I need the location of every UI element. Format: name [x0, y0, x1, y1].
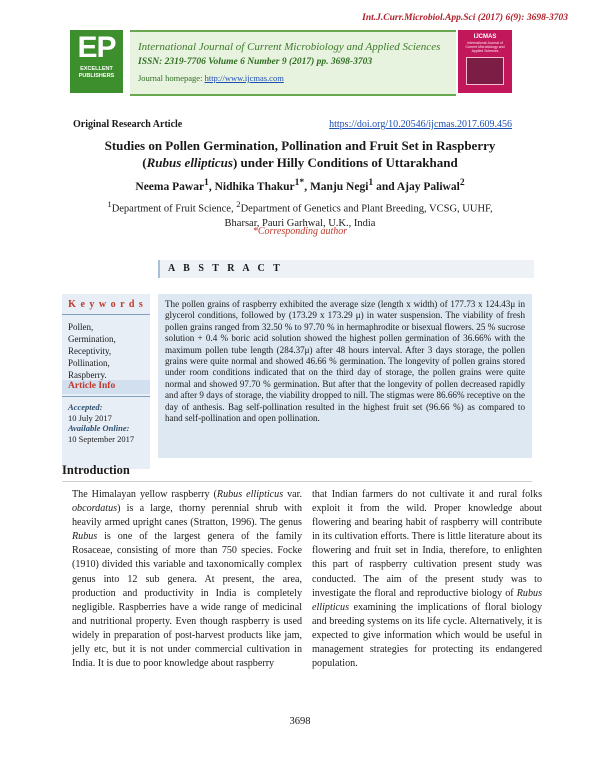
title-line-2-rest: ) under Hilly Conditions of Uttarakhand [232, 155, 458, 170]
keyword-item: Pollen, [68, 322, 94, 332]
keyword-item: Raspberry. [68, 370, 107, 380]
article-type: Original Research Article [73, 119, 183, 130]
accepted-label: Accepted: [68, 402, 103, 412]
cover-title: IJCMAS [473, 34, 497, 40]
keyword-item: Receptivity, [68, 346, 112, 356]
online-label: Available Online: [68, 423, 130, 433]
affiliation-line-1: $^1$Department of Fruit Science, $^2$Department of Genetics and Plant Breeding, VCSG, UUHF, [107, 199, 493, 215]
journal-homepage [138, 73, 284, 83]
affiliation-line-2: Bharsar, Pauri Garhwal, U.K., India [224, 217, 376, 229]
genus-name: Rubus [72, 531, 98, 543]
divider [62, 481, 532, 482]
accepted-date: 10 July 2017 [68, 412, 112, 423]
variety-name: obcordatus [72, 503, 118, 515]
species-name: Rubus ellipticus [312, 587, 542, 613]
title-line-2: (Rubus ellipticus) under Hilly Conditions of Uttarakhand [142, 155, 458, 170]
cover-photo [466, 57, 504, 85]
title-line-1: Studies on Pollen Germination, Pollination and Fruit Set in Raspberry [104, 138, 496, 153]
keyword-item: Germination, [68, 334, 116, 344]
species-name: Rubus ellipticus [216, 489, 284, 500]
author-3: Manju Negi [309, 180, 369, 193]
publisher-logo [70, 30, 123, 93]
divider [62, 396, 150, 397]
doi-link[interactable]: https://doi.org/10.20546/ijcmas.2017.609.456 [329, 119, 512, 130]
author-2: Nidhika Thakur [214, 180, 295, 193]
homepage-label: Journal homepage: [138, 73, 205, 83]
journal-name: International Journal of Current Microbiology and Applied Sciences [138, 41, 441, 53]
keyword-item: Pollination, [68, 358, 110, 368]
article-info-heading: Article Info [68, 381, 116, 391]
keywords-sidebar [62, 294, 150, 469]
body-column-left: The Himalayan yellow raspberry (Rubus ellipticus var. obcordatus) is a large, thorny perennial shrub with heavily armed upright canes (Stratton, 1996). The genus Rubus is one of the largest genera of the family Rosaceae, consisting of more than 750 species. Focke (1910) divided this variable and taxonomically complex genus into 12 sub genera. At present, the area, production and productivity in India is completely negligible. Raspberries have a wide range of medicinal and nutritional property. Even though raspberry is used widely in preparation of post-harvest products like jam, jelly etc, but it is not under commercial cultivation in India. It is due to poor knowledge about raspberry [72, 489, 302, 670]
body-column-right: that Indian farmers do not cultivate it and rural folks exploit it from the wild. Proper knowledge about flowering and bearing habit of raspberry will contribute in its cultivation efforts. There is little literature about its flowering and fruit set in India, therefore, to enlighten this part of raspberry cultivation present study was conducted. The aim of the present study was to investigate the floral and reproductive biology of Rubus ellipticus examining the implications of floral biology and breeding systems on its life cycle. Alternatively, it is expected to give information which would be useful in management strategies for protecting its endangered population. [312, 489, 542, 670]
author-2-sup: 1* [294, 177, 305, 188]
keywords-list [68, 321, 116, 381]
cover-subtitle: International Journal of Current Microbiology and Applied Sciences [465, 41, 505, 53]
page-number: 3698 [289, 716, 311, 727]
abstract-heading: A B S T R A C T [168, 263, 283, 274]
logo-text: EP [77, 31, 116, 64]
article-info [68, 402, 134, 444]
logo-subtext: EXCELLENT PUBLISHERS [78, 66, 115, 79]
introduction-heading: Introduction [62, 463, 130, 477]
journal-header-box [130, 30, 456, 96]
author-4-sup: 2 [459, 177, 465, 188]
abstract-heading-bar [158, 260, 534, 278]
author-3-sup: 1 [368, 177, 374, 188]
issn-line: ISSN: 2319-7706 Volume 6 Number 9 (2017) pp. 3698-3703 [138, 57, 373, 67]
author-1-sup: 1 [204, 177, 209, 188]
corresponding-author-note: *Corresponding author [252, 226, 348, 237]
author-4: Ajay Paliwal [396, 180, 460, 193]
title-species: Rubus ellipticus [146, 155, 233, 170]
abstract-text: The pollen grains of raspberry exhibited the average size (length x width) of 177.73 x 124.43μ in glycerol conditions, followed by (173.29 x 173.29 μ) in water suspension. The viability of fresh pollen grains ranged from 32.50 % to 97.70 % in hermaphrodite or bisexual flowers. 25 % sucrose solution + 0.4 % boric acid solution showed the highest pollen germination of 36.66% with the maximum pollen tube length (284.37μ) after 48 hours interval. After 3 days storage, the pollen grains were quite normal and showed 46.66 % germination. The longevity of pollen grains stored under room conditions indicated that on the third day of storage, the pollen grains were quite normal and showed 97.70 % germination. But after that the longevity of pollen decreased rapidly and after 9 days of storage, the viability dropped to nill. The stigmas were 86.66% receptive on the day of anthesis. Bag self-pollination resulted in the highest fruit set (96.66 %) as compared to hand self-pollination and open pollination. [165, 299, 525, 424]
keywords-heading: K e y w o r d s [68, 299, 144, 310]
abstract-box [158, 294, 532, 458]
paper-title [60, 137, 540, 171]
divider [62, 314, 150, 315]
article-info-heading-bar [62, 380, 150, 394]
journal-citation: Int.J.Curr.Microbiol.App.Sci (2017) 6(9): 3698-3703 [362, 13, 568, 23]
journal-cover-image [458, 30, 512, 93]
author-1: Neema Pawar [135, 180, 205, 193]
author-list: Neema Pawar$^1$, Nidhika Thakur$^{1*}$, Manju Negi$^1$ and Ajay Paliwal$^2$ [135, 177, 465, 193]
online-date: 10 September 2017 [68, 433, 135, 444]
homepage-link[interactable]: http://www.ijcmas.com [204, 73, 284, 83]
